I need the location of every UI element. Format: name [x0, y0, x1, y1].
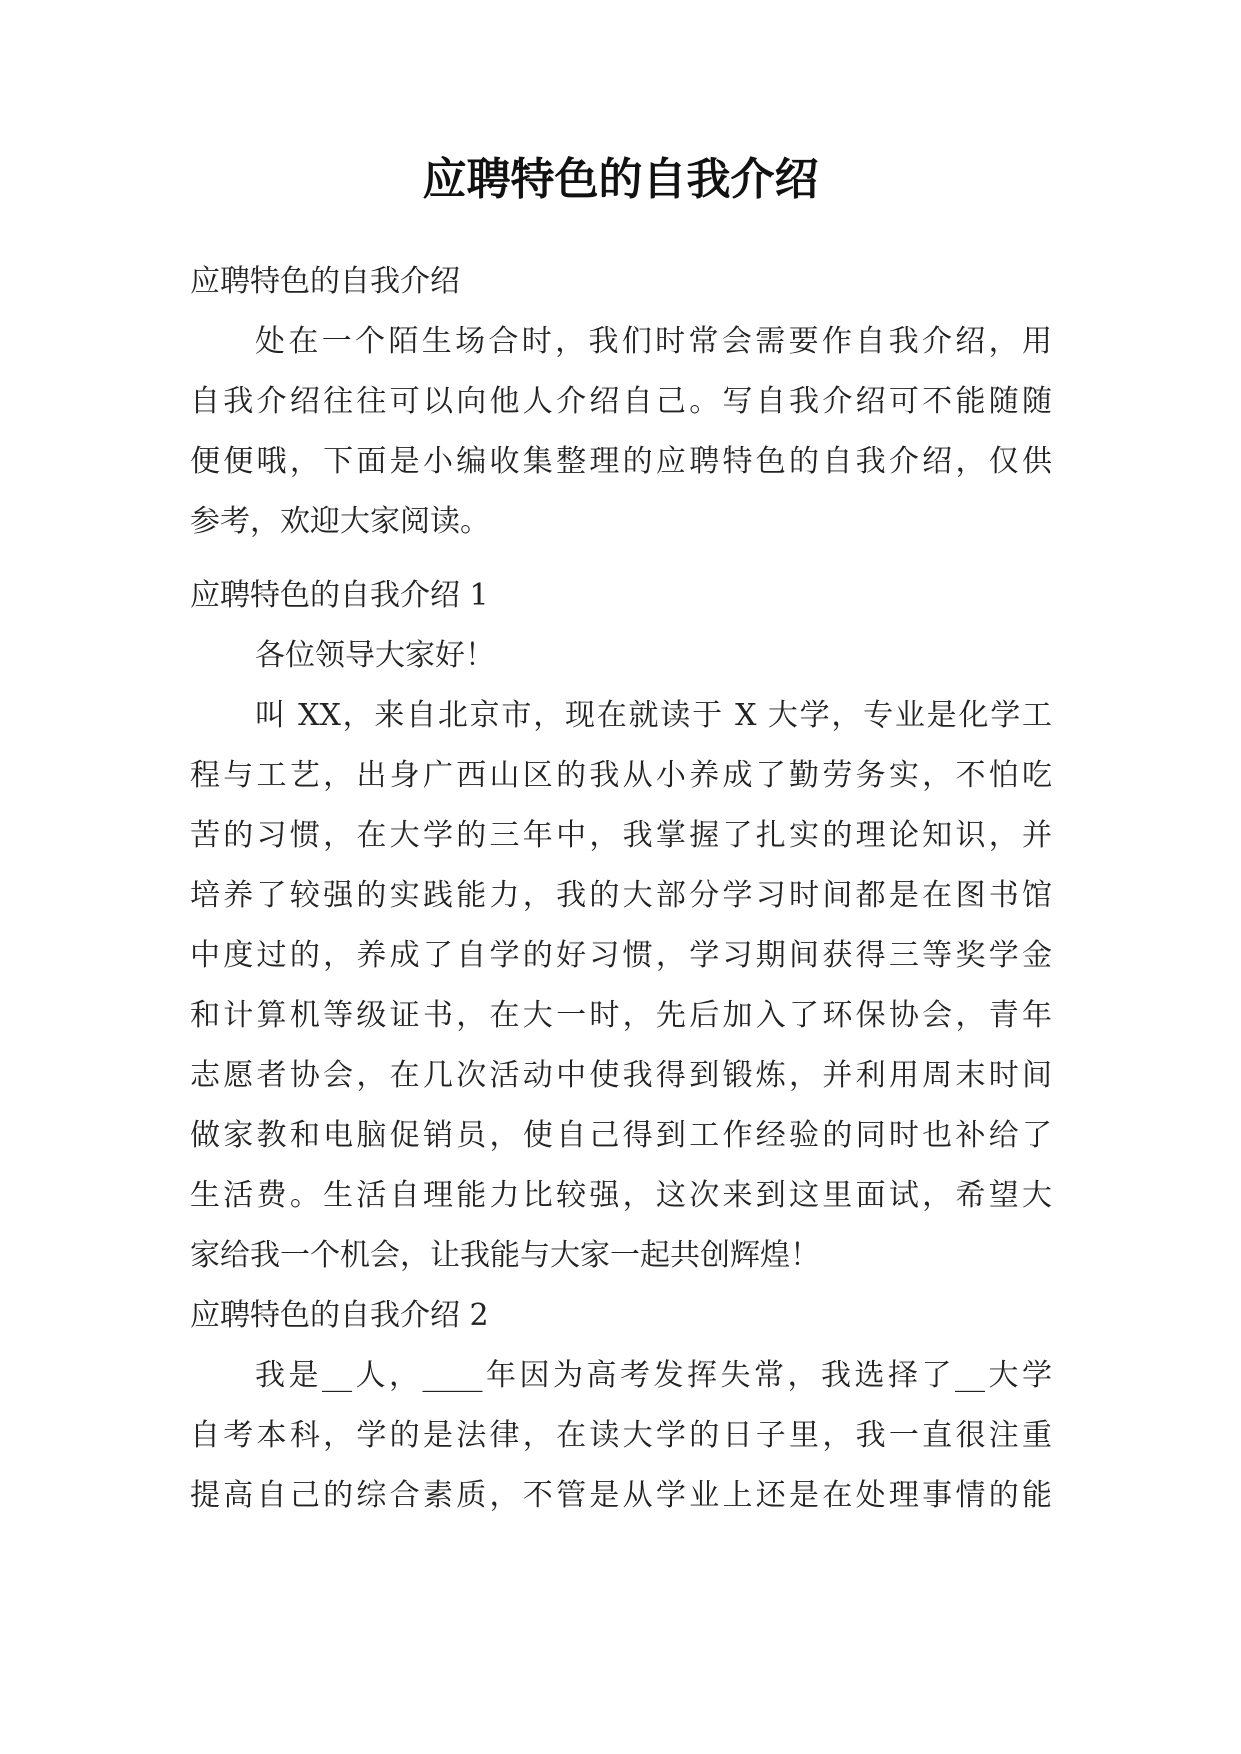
paragraph-line: 提高自己的综合素质，不管是从学业上还是在处理事情的能 [190, 1478, 1052, 1513]
paragraph-line: 中度过的，养成了自学的好习惯，学习期间获得三等奖学金 [190, 938, 1052, 973]
paragraph-line: 叫 XX，来自北京市，现在就读于 X 大学，专业是化学工 [255, 698, 1052, 733]
intro-block [190, 252, 1052, 552]
paragraph-line: 自我介绍往往可以向他人介绍自己。写自我介绍可不能随随 [190, 384, 1052, 419]
section-2-heading: 应聘特色的自我介绍 2 [190, 1298, 489, 1333]
section-1-block [190, 566, 1052, 1286]
paragraph-line: 家给我一个机会，让我能与大家一起共创辉煌！ [190, 1238, 820, 1273]
section-1-heading: 应聘特色的自我介绍 1 [190, 578, 489, 613]
section-2-block [190, 1286, 1052, 1526]
greeting-line: 各位领导大家好！ [255, 638, 495, 673]
paragraph-line: 处在一个陌生场合时，我们时常会需要作自我介绍，用 [255, 324, 1052, 359]
intro-heading: 应聘特色的自我介绍 [190, 264, 460, 299]
paragraph-line: 和计算机等级证书，在大一时，先后加入了环保协会，青年 [190, 998, 1052, 1033]
paragraph-line: 志愿者协会，在几次活动中使我得到锻炼，并利用周末时间 [190, 1058, 1052, 1093]
paragraph-line: 生活费。生活自理能力比较强，这次来到这里面试，希望大 [190, 1178, 1052, 1213]
paragraph-line: 便便哦，下面是小编收集整理的应聘特色的自我介绍，仅供 [190, 444, 1052, 479]
paragraph-line: 培养了较强的实践能力，我的大部分学习时间都是在图书馆 [190, 878, 1052, 913]
paragraph-line: 自考本科，学的是法律，在读大学的日子里，我一直很注重 [190, 1418, 1052, 1453]
paragraph-line: 苦的习惯，在大学的三年中，我掌握了扎实的理论知识，并 [190, 818, 1052, 853]
document-title: 应聘特色的自我介绍 [422, 154, 819, 205]
paragraph-line: 我是__人，____年因为高考发挥失常，我选择了__大学 [255, 1358, 1052, 1393]
paragraph-line: 程与工艺，出身广西山区的我从小养成了勤劳务实，不怕吃 [190, 758, 1052, 793]
paragraph-line: 参考，欢迎大家阅读。 [190, 504, 490, 539]
paragraph-line: 做家教和电脑促销员，使自己得到工作经验的同时也补给了 [190, 1118, 1052, 1153]
